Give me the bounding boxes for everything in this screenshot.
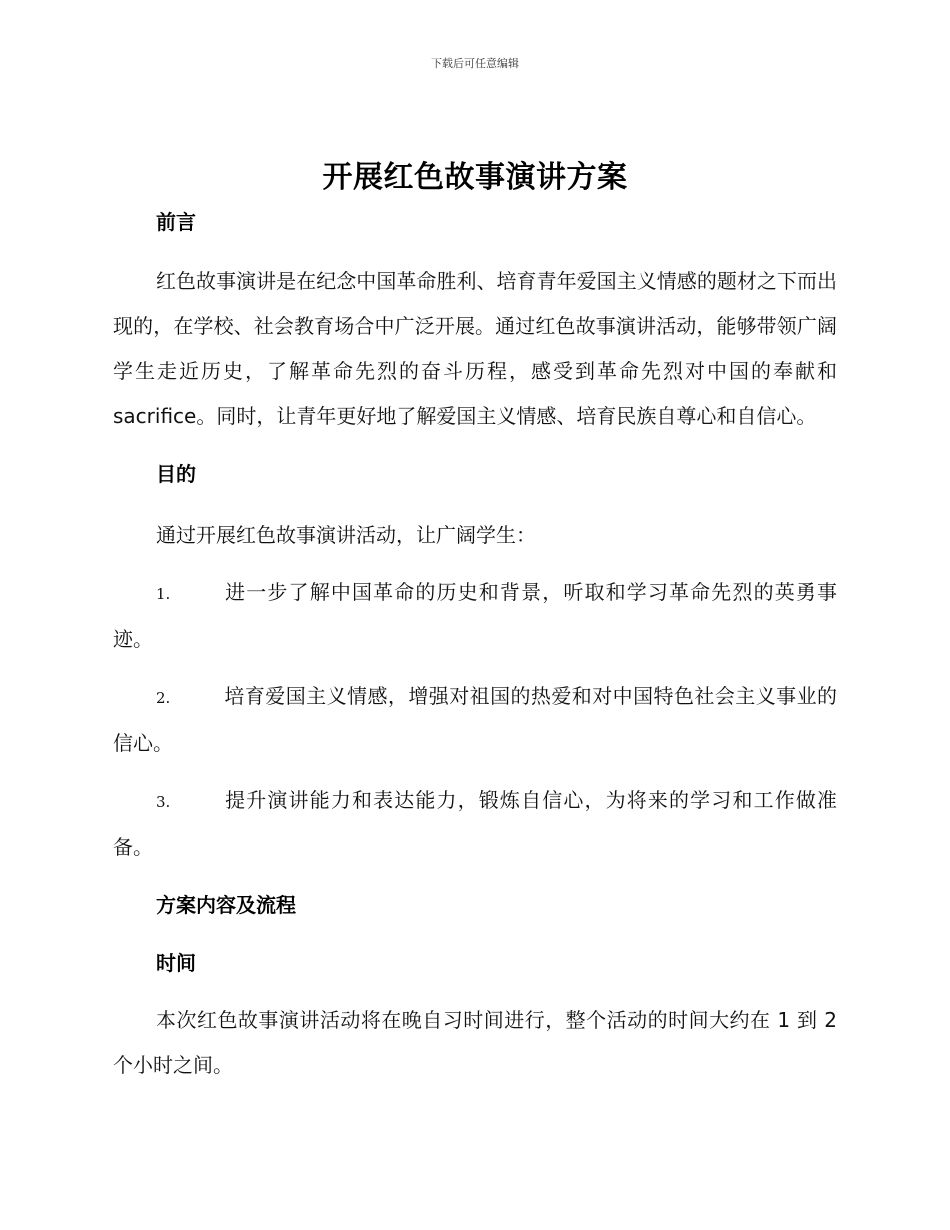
list-number: 3. (156, 793, 171, 811)
document-title: 开展红色故事演讲方案 (322, 160, 628, 195)
purpose-item-1 (113, 570, 837, 662)
list-text: 提升演讲能力和表达能力，锻炼自信心，为将来的学习和工作做准备。 (113, 788, 837, 859)
list-number: 1. (156, 585, 171, 603)
purpose-heading: 目的 (156, 462, 196, 486)
purpose-item-3 (113, 778, 837, 870)
header-note: 下载后可任意编辑 (431, 57, 519, 70)
list-number: 2. (156, 689, 171, 707)
purpose-intro: 通过开展红色故事演讲活动，让广阔学生： (156, 523, 536, 547)
preface-heading: 前言 (156, 210, 196, 234)
purpose-item-2 (113, 674, 837, 766)
preface-paragraph: 红色故事演讲是在纪念中国革命胜利、培育青年爱国主义情感的题材之下而出现的，在学校、社会教育场合中广泛开展。通过红色故事演讲活动，能够带领广阔学生走近历史，了解革命先烈的奋斗历程，感受到革命先烈对中国的奉献和 sacrifice。同时，让青年更好地了解爱国主义情感、培育民族自尊心和自信心。 (113, 269, 837, 428)
list-text: 进一步了解中国革命的历史和背景，听取和学习革命先烈的英勇事迹。 (113, 580, 837, 651)
document-body (113, 205, 837, 1088)
plan-heading: 方案内容及流程 (156, 893, 296, 917)
list-text: 培育爱国主义情感，增强对祖国的热爱和对中国特色社会主义事业的信心。 (113, 684, 837, 755)
time-heading: 时间 (156, 951, 196, 975)
time-paragraph: 本次红色故事演讲活动将在晚自习时间进行，整个活动的时间大约在 1 到 2 个小时之间。 (113, 1008, 837, 1077)
